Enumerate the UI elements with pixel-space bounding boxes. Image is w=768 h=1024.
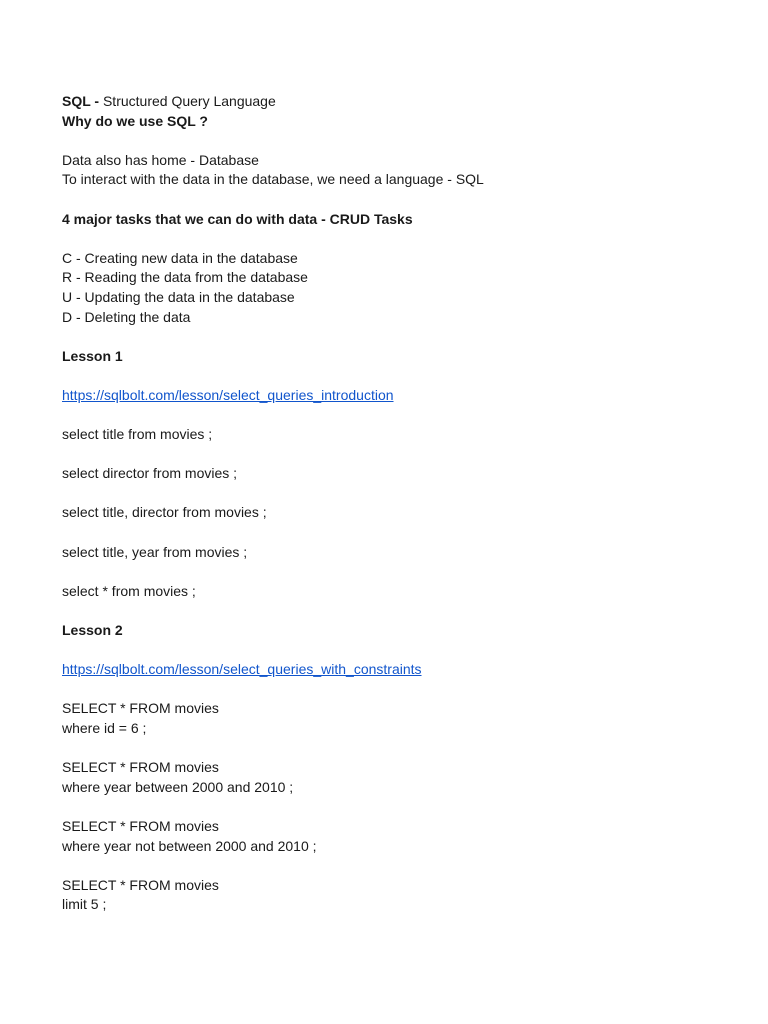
why-heading: Why do we use SQL ?: [62, 112, 208, 129]
lesson-2-heading: Lesson 2: [62, 622, 123, 639]
crud-item: R - Reading the data from the database: [62, 269, 308, 286]
sql-query: select title, year from movies ;: [62, 543, 248, 560]
sql-query-line: where id = 6 ;: [62, 720, 147, 736]
crud-heading: 4 major tasks that we can do with data - CRUD Tasks: [62, 210, 413, 227]
document-page: [62, 92, 722, 915]
sql-query: select director from movies ;: [62, 465, 238, 482]
sql-query: select title from movies ;: [62, 426, 213, 443]
sql-query-line: SELECT * FROM movies: [62, 876, 219, 893]
sql-query-line: where year not between 2000 and 2010 ;: [62, 837, 317, 854]
sql-query-line: SELECT * FROM movies: [62, 759, 219, 776]
paragraph-line: To interact with the data in the database, we need a language - SQL: [62, 171, 484, 188]
crud-item: C - Creating new data in the database: [62, 249, 298, 266]
sql-query: select title, director from movies ;: [62, 504, 267, 521]
lesson-1-heading: Lesson 1: [62, 347, 123, 364]
sql-label: SQL -: [62, 93, 100, 109]
sql-query-line: SELECT * FROM movies: [62, 700, 219, 717]
lesson-1-link[interactable]: https://sqlbolt.com/lesson/select_queries_introduction: [62, 386, 394, 403]
lesson-2-link[interactable]: https://sqlbolt.com/lesson/select_queries_with_constraints: [62, 661, 422, 678]
crud-item: D - Deleting the data: [62, 308, 191, 325]
sql-query-line: SELECT * FROM movies: [62, 817, 219, 834]
paragraph-line: Data also has home - Database: [62, 151, 259, 168]
sql-definition: [62, 92, 722, 112]
sql-query-line: where year between 2000 and 2010 ;: [62, 778, 294, 795]
sql-query: select * from movies ;: [62, 582, 196, 599]
sql-expansion: Structured Query Language: [99, 93, 276, 109]
crud-item: U - Updating the data in the database: [62, 288, 295, 305]
sql-query-line: limit 5 ;: [62, 896, 107, 913]
